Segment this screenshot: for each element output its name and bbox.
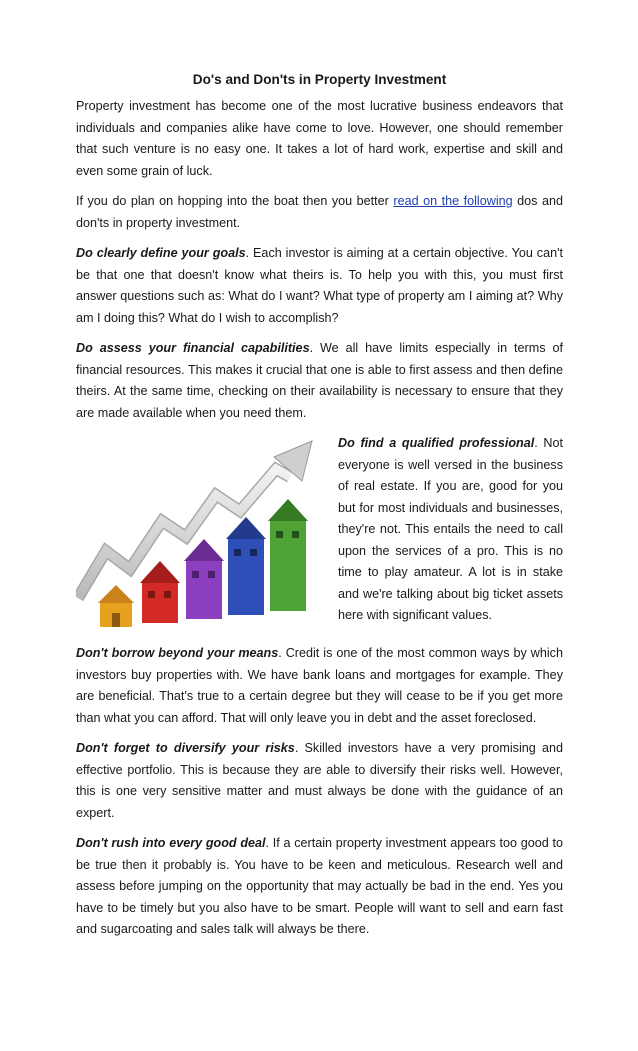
section-rush (76, 833, 563, 941)
section-heading: Don't borrow beyond your means (76, 646, 279, 660)
section-text: . Skilled investors have a very promising and effective portfolio. This is because they are able to diversify their risks well. However, this is one very sensitive matter and must always be done with the guidance of an expert. (76, 741, 564, 820)
intro-paragraph: Property investment has become one of the most lucrative business endeavors that individuals and companies alike have come to love. However, one should remember that such venture is no easy one. It takes a lot of hard work, expertise and skill and even some grain of luck. (76, 99, 563, 178)
rising-houses-arrow-icon (76, 433, 320, 643)
section-heading: Don't forget to diversify your risks (76, 741, 295, 755)
paragraph-2-text-before: If you do plan on hopping into the boat then you better (76, 194, 394, 208)
red-house-icon (140, 561, 180, 623)
section-borrow (76, 643, 563, 729)
green-house-icon (268, 499, 308, 611)
section-financial (76, 338, 563, 424)
section-heading: Do clearly define your goals (76, 246, 246, 260)
document-page (76, 70, 563, 950)
section-heading: Don't rush into every good deal (76, 836, 266, 850)
section-heading: Do find a qualified professional (338, 436, 535, 450)
section-text: . Credit is one of the most common ways by which investors buy properties with. We have bank loans and mortgages for example. They are beneficial. That's true to a certain degree but they will cease to be if you get more than what you can afford. That will only leave you in debt and the asset foreclosed. (76, 646, 563, 725)
section-text: . Not everyone is well versed in the business of real estate. If you are, good for you but for most individuals and businesses, they're not. This entails the need to call upon the services of a pro. This is no time to play amateur. A lot is in stake and we're talking about big ticket assets here with significant values. (338, 436, 563, 622)
paragraph-2 (76, 191, 563, 234)
read-on-link[interactable]: read on the following (393, 194, 513, 208)
section-diversify (76, 738, 563, 824)
orange-house-icon (98, 585, 134, 627)
section-text: . If a certain property investment appears too good to be true then it probably is. You have to be keen and meticulous. Research well and assess before jumping on the opportunity that may actually be bad in the end. Yes you have to be timely but you also have to be smart. People will want to sell and earn fast and sugarcoating and sales talk will always be there. (76, 836, 563, 936)
rising-houses-illustration (76, 433, 320, 643)
section-text: . We all have limits especially in terms of financial resources. This makes it crucial that one is able to first assess and then define theirs. At the same time, checking on their availability is necessary to ensure that they are made available when you need them. (76, 341, 563, 420)
purple-house-icon (184, 539, 224, 619)
paragraph-2-text-after: dos and don'ts in property investment. (76, 194, 563, 230)
section-goals (76, 243, 563, 329)
blue-house-icon (226, 517, 266, 615)
document-title: Do's and Don'ts in Property Investment (192, 72, 447, 87)
section-text: . Each investor is aiming at a certain objective. You can't be that one that doesn't know what theirs is. To help you with this, you must first answer questions such as: What do I want? What type of property am I aiming at? Why am I doing this? What do I wish to accomplish? (76, 246, 563, 325)
section-heading: Do assess your financial capabilities (76, 341, 310, 355)
